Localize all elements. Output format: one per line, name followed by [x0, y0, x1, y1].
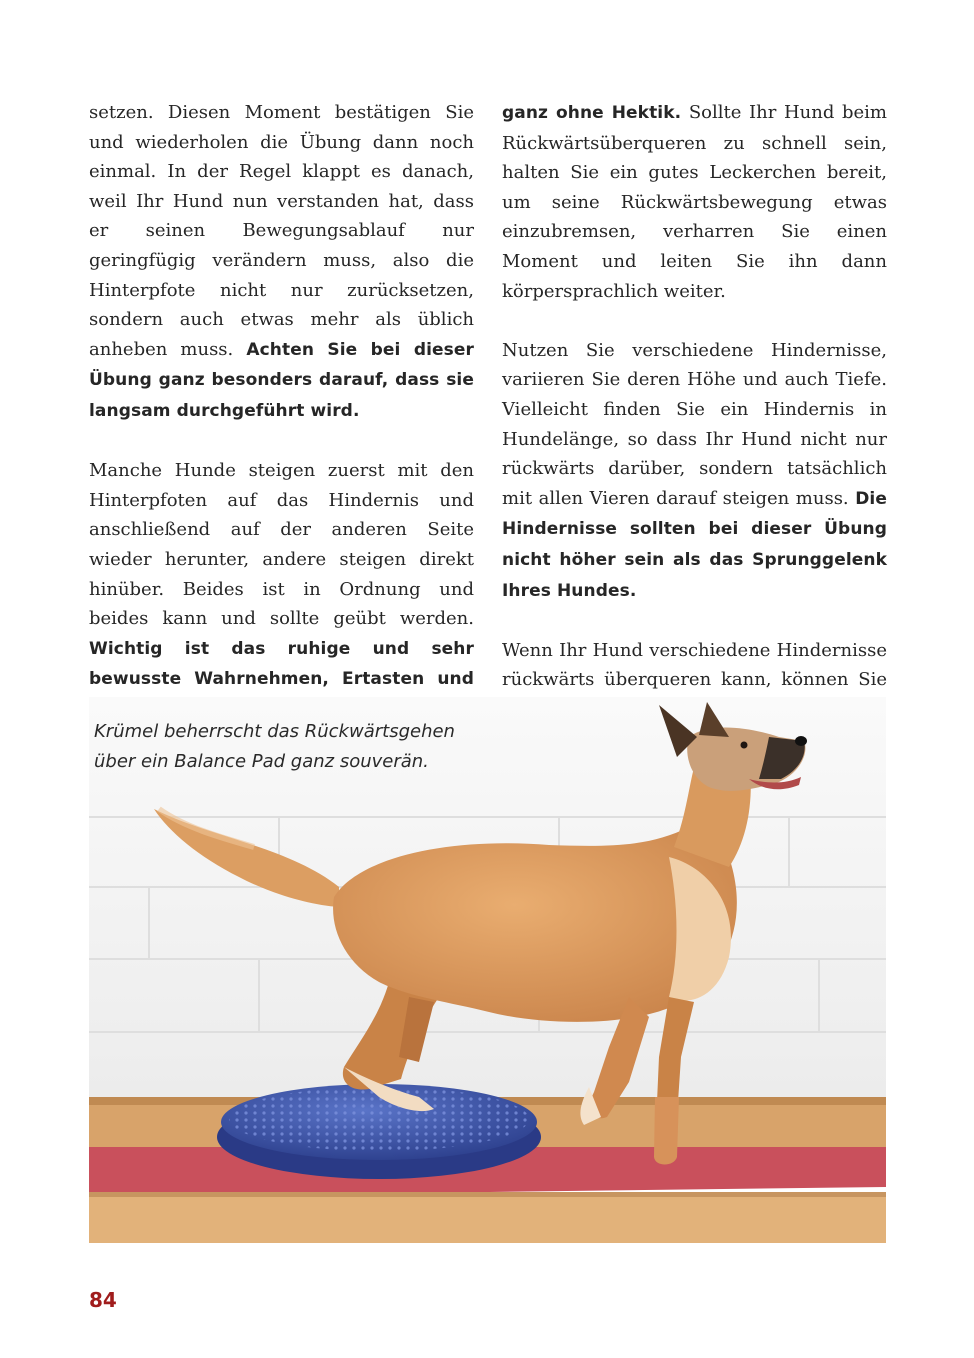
- left-paragraph-1: setzen. Diesen Moment bestätigen Sie und wiederholen die Übung dann noch einmal. In der Regel klappt es danach, weil Ihr Hund nun verstanden hat, dass er seinen Bewegungsablauf nur geringfügig verändern muss, also die Hinterpfote nicht nur zurücksetzen, sondern auch etwas mehr als üblich anheben muss. Achten Sie bei dieser Übung ganz besonders darauf, dass sie langsam durchgeführt wird.: [89, 102, 474, 421]
- left-text-column: [89, 98, 474, 725]
- dog-balance-pad-photo: [89, 697, 886, 1243]
- right-paragraph-2: Nutzen Sie verschiedene Hindernisse, variieren Sie deren Höhe und auch Tiefe. Vielleicht finden Sie ein Hindernis in Hundelänge, so dass Ihr Hund nicht nur rückwärts darüber, sondern tatsächlich mit allen Vieren darauf steigen muss. Die Hindernisse sollten bei dieser Übung nicht höher sein als das Sprunggelenk Ihres Hundes.: [502, 339, 887, 601]
- page-number: 84: [89, 1288, 117, 1312]
- right-paragraph-1-emphasis: ganz ohne Hektik.: [502, 103, 682, 123]
- right-paragraph-2-emphasis: Die Hindernisse sollten bei dieser Übung nicht höher sein als das Sprunggelenk Ihres Hundes.: [502, 488, 887, 601]
- wood-board: [89, 1192, 886, 1243]
- right-paragraph-1: ganz ohne Hektik. Sollte Ihr Hund beim Rückwärtsüberqueren zu schnell sein, halten Sie ein gutes Leckerchen bereit, um seine Rückwärtsbewegung etwas einzubremsen, verharren Sie einen Moment und leiten Sie ihn dann körpersprachlich weiter.: [502, 102, 887, 302]
- left-paragraph-2: Manche Hunde steigen zuerst mit den Hinterpfoten auf das Hindernis und anschließend auf der anderen Seite wieder herunter, andere steigen direkt hinüber. Beides ist in Ordnung und beides kann und sollte geübt werden. Wichtig ist das ruhige und sehr bewusste Wahrnehmen, Ertasten und: [89, 456, 474, 725]
- photo-illustration: [89, 697, 886, 1243]
- right-paragraph-3: Wenn Ihr Hund verschiedene Hindernisse rückwärts überqueren kann, können Sie: [502, 639, 887, 691]
- left-paragraph-2-emphasis: Wichtig ist das ruhige und sehr bewusste Wahrnehmen, Ertasten und: [89, 638, 474, 690]
- right-text-column: [502, 98, 887, 724]
- caption-line-2: über ein Balance Pad ganz souverän.: [94, 751, 429, 772]
- balance-pad: [217, 1084, 541, 1179]
- photo-caption: [94, 717, 455, 777]
- caption-line-1: Krümel beherrscht das Rückwärtsgehen: [94, 721, 455, 742]
- left-paragraph-1-emphasis: Achten Sie bei dieser Übung ganz besonders darauf, dass sie langsam durchgeführt wird.: [89, 339, 474, 421]
